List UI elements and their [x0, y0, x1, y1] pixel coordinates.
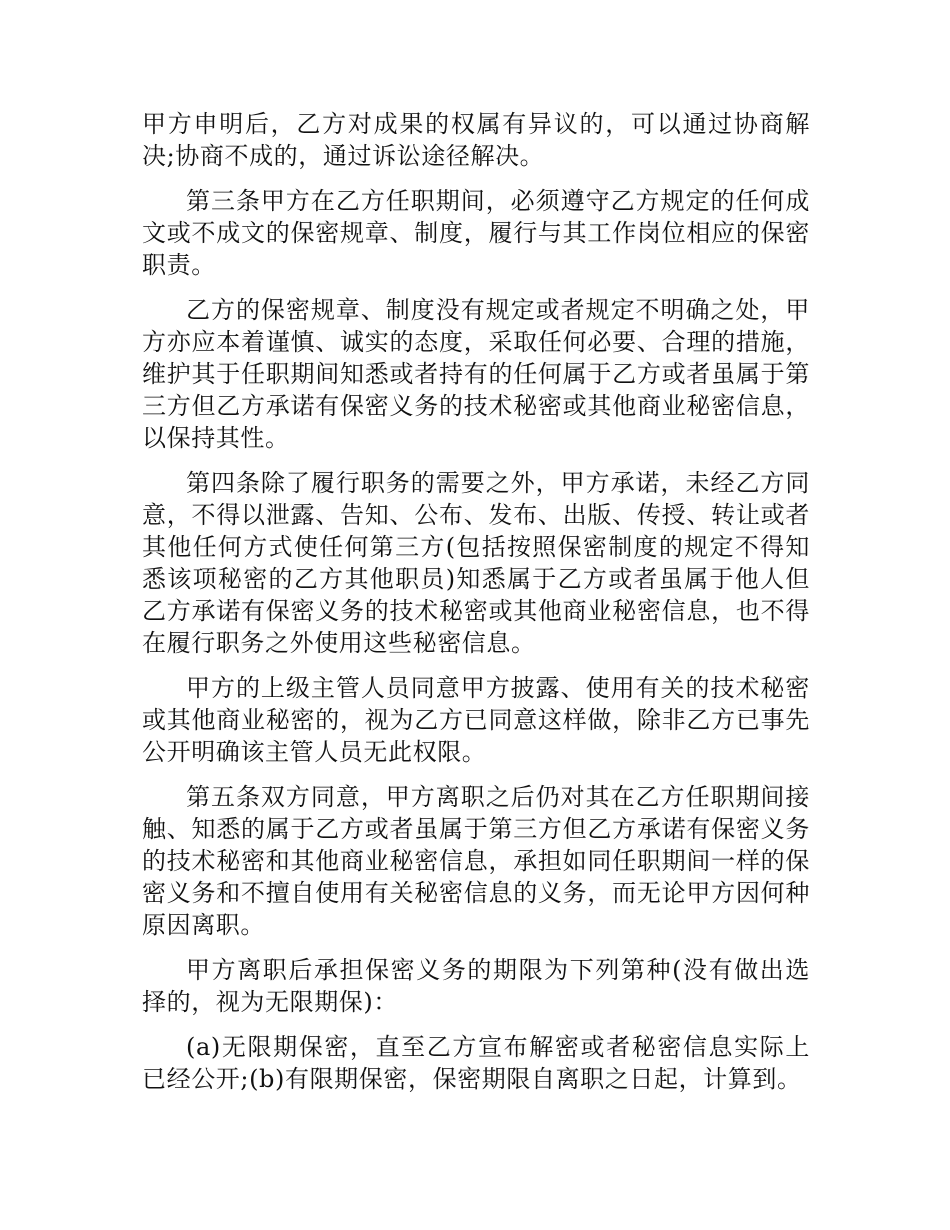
paragraph-article-4: 第四条除了履行职务的需要之外，甲方承诺，未经乙方同意，不得以泄露、告知、公布、发布、出版、传授、转让或者其他任何方式使任何第三方(包括按照保密制度的规定不得知悉该项秘密的乙方其他职员)知悉属于乙方或者虽属于他人但乙方承诺有保密义务的技术秘密或其他商业秘密信息，也不得在履行职务之外使用这些秘密信息。	[142, 469, 810, 657]
document-page	[142, 108, 810, 1108]
paragraph-article-5: 第五条双方同意，甲方离职之后仍对其在乙方任职期间接触、知悉的属于乙方或者虽属于第三方但乙方承诺有保密义务的技术秘密和其他商业秘密信息，承担如同任职期间一样的保密义务和不擅自使用有关秘密信息的义务，而无论甲方因何种原因离职。	[142, 783, 810, 939]
paragraph-article-3: 第三条甲方在乙方任职期间，必须遵守乙方规定的任何成文或不成文的保密规章、制度，履行与其工作岗位相应的保密职责。	[142, 187, 810, 279]
paragraph-3: 乙方的保密规章、制度没有规定或者规定不明确之处，甲方亦应本着谨慎、诚实的态度，采取任何必要、合理的措施，维护其于任职期间知悉或者持有的任何属于乙方或者虽属于第三方但乙方承诺有保密义务的技术秘密或其他商业秘密信息，以保持其性。	[142, 296, 810, 452]
paragraph-1: 甲方申明后，乙方对成果的权属有异议的，可以通过协商解决;协商不成的，通过诉讼途径解决。	[142, 110, 810, 170]
paragraph-8: (a)无限期保密，直至乙方宣布解密或者秘密信息实际上已经公开;(b)有限期保密，保密期限自离职之日起，计算到。	[142, 1033, 810, 1093]
paragraph-5: 甲方的上级主管人员同意甲方披露、使用有关的技术秘密或其他商业秘密的，视为乙方已同意这样做，除非乙方已事先公开明确该主管人员无此权限。	[142, 674, 810, 766]
paragraph-7: 甲方离职后承担保密义务的期限为下列第种(没有做出选择的，视为无限期保)：	[142, 956, 810, 1016]
